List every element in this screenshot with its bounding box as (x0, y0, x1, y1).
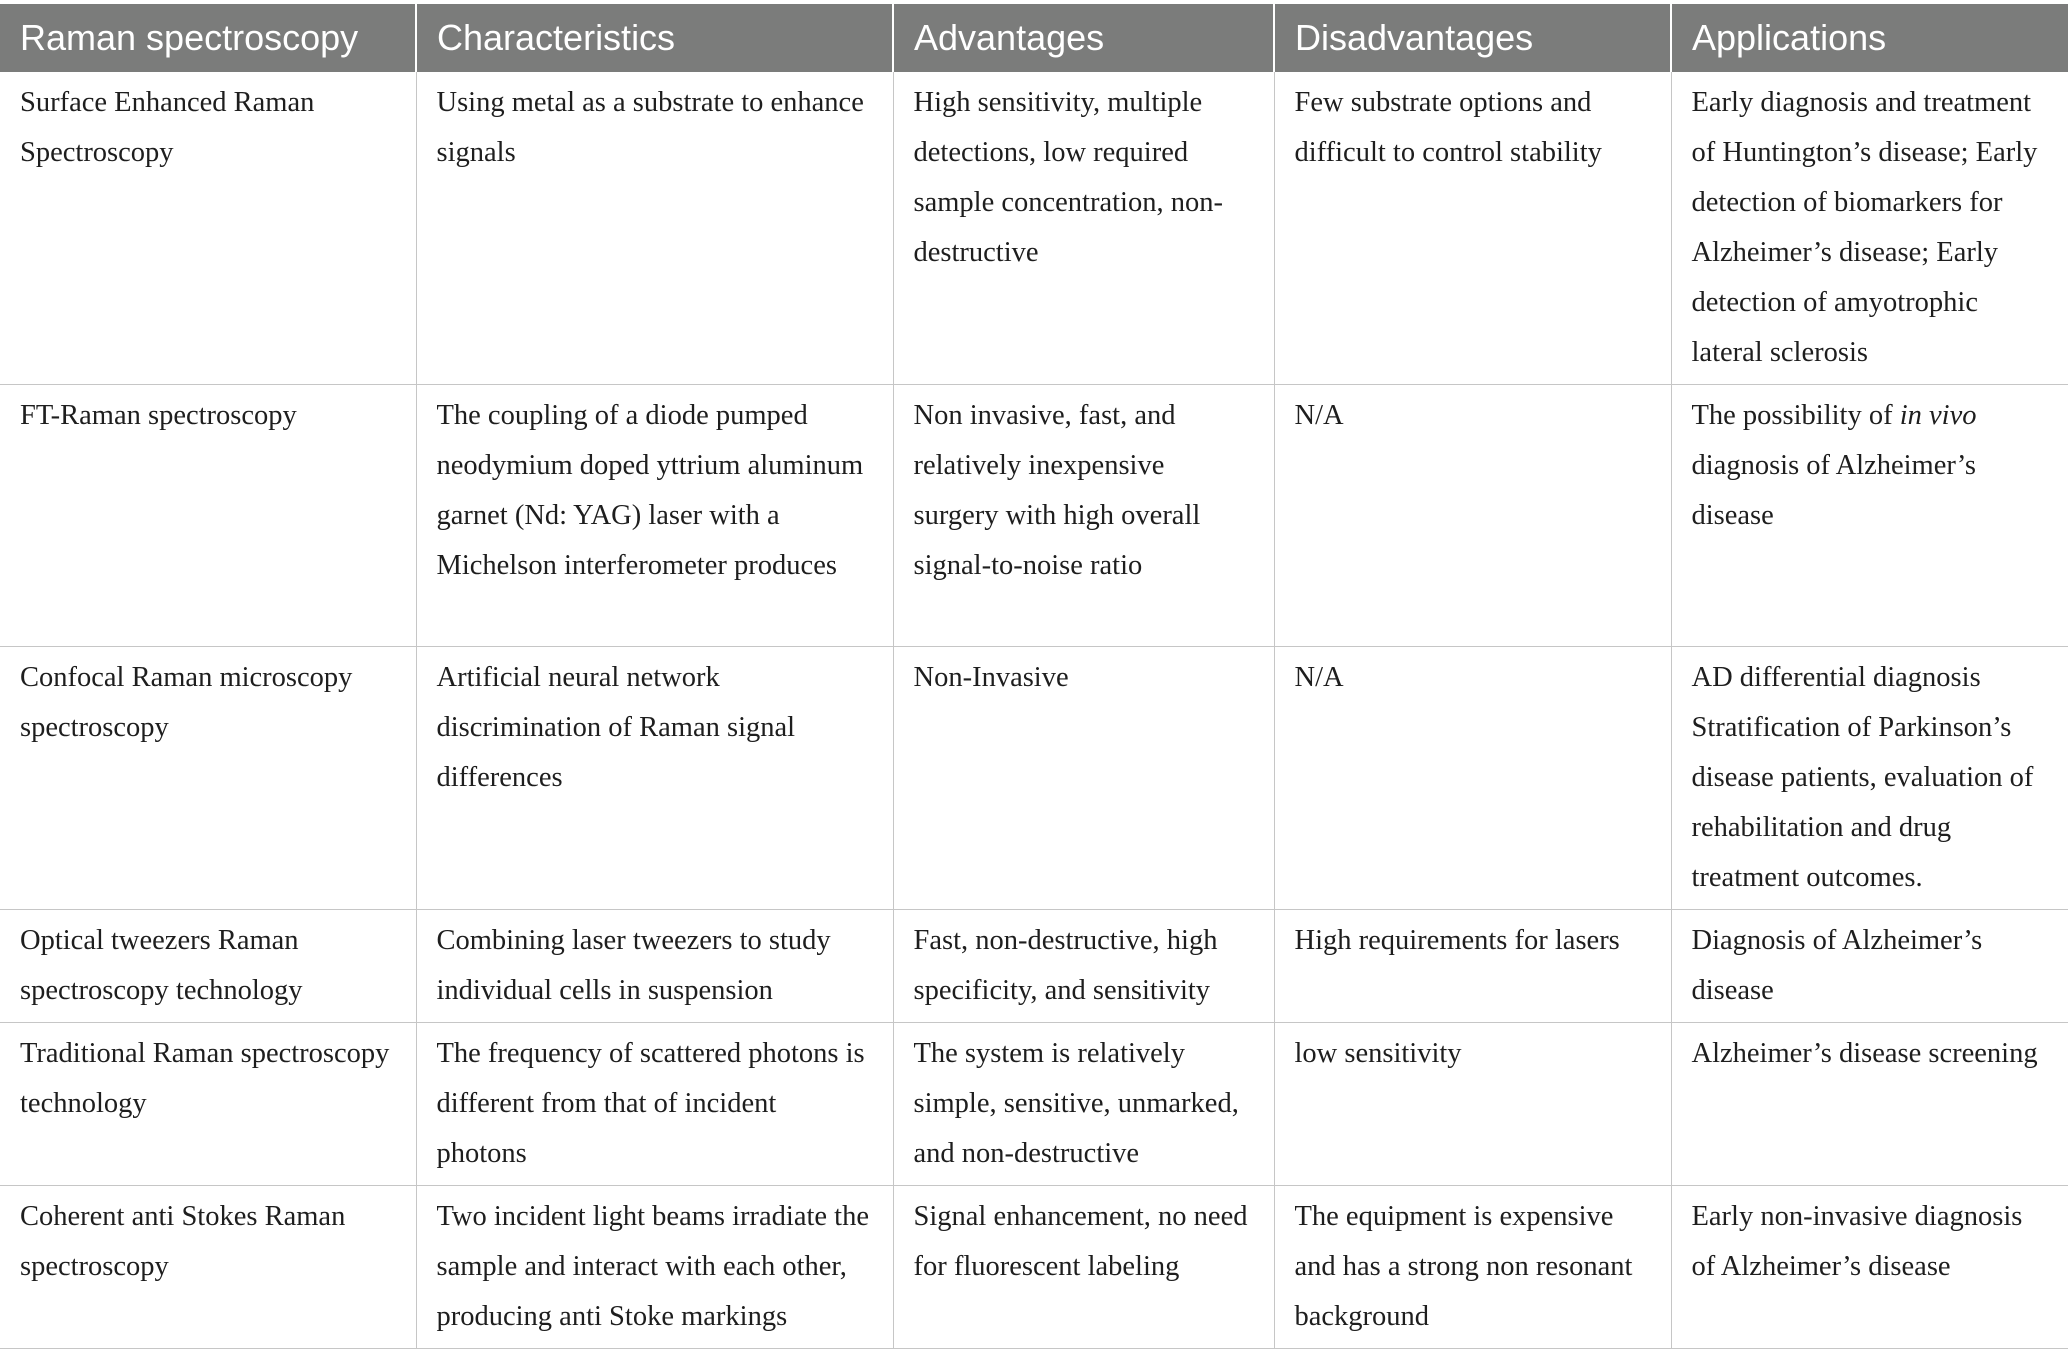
applications-cell: Early diagnosis and treatment of Huntington’s disease; Early detection of biomarkers for Alzheimer’s disease; Early detection of amyotrophic lateral sclerosis (1671, 72, 2068, 385)
advantages-cell: High sensitivity, multiple detections, low required sample concentration, non-destructive (893, 72, 1274, 385)
advantages-cell: The system is relatively simple, sensitive, unmarked, and non-destructive (893, 1023, 1274, 1186)
table-body (0, 72, 2068, 1349)
advantages-cell: Non-Invasive (893, 647, 1274, 910)
table-row (0, 72, 2068, 385)
table-row (0, 1186, 2068, 1349)
characteristics-cell: Artificial neural network discrimination of Raman signal differences (416, 647, 893, 910)
advantages-cell: Non invasive, fast, and relatively inexpensive surgery with high overall signal-to-noise ratio (893, 385, 1274, 647)
characteristics-cell: Two incident light beams irradiate the sample and interact with each other, producing anti Stoke markings (416, 1186, 893, 1349)
header-row (0, 4, 2068, 72)
technique-cell: Confocal Raman microscopy spectroscopy (0, 647, 416, 910)
advantages-cell: Signal enhancement, no need for fluorescent labeling (893, 1186, 1274, 1349)
applications-cell: AD differential diagnosis Stratification of Parkinson’s disease patients, evaluation of rehabilitation and drug treatment outcomes. (1671, 647, 2068, 910)
applications-text-pre: The possibility of (1691, 400, 1900, 431)
table-header (0, 4, 2068, 72)
applications-cell (1671, 385, 2068, 647)
applications-text-post: diagnosis of Alzheimer’s disease (1691, 450, 1976, 531)
applications-cell: Diagnosis of Alzheimer’s disease (1671, 910, 2068, 1023)
disadvantages-cell: low sensitivity (1274, 1023, 1671, 1186)
technique-cell: Surface Enhanced Raman Spectroscopy (0, 72, 416, 385)
applications-cell: Alzheimer’s disease screening (1671, 1023, 2068, 1186)
header-advantages: Advantages (893, 4, 1274, 72)
characteristics-cell: Combining laser tweezers to study individual cells in suspension (416, 910, 893, 1023)
disadvantages-cell: N/A (1274, 647, 1671, 910)
disadvantages-cell: Few substrate options and difficult to control stability (1274, 72, 1671, 385)
characteristics-cell: The coupling of a diode pumped neodymium doped yttrium aluminum garnet (Nd: YAG) laser with a Michelson interferometer produces (416, 385, 893, 647)
disadvantages-cell: N/A (1274, 385, 1671, 647)
header-raman-spectroscopy: Raman spectroscopy (0, 4, 416, 72)
disadvantages-cell: The equipment is expensive and has a strong non resonant background (1274, 1186, 1671, 1349)
disadvantages-cell: High requirements for lasers (1274, 910, 1671, 1023)
table-row (0, 647, 2068, 910)
technique-cell: Traditional Raman spectroscopy technology (0, 1023, 416, 1186)
advantages-cell: Fast, non-destructive, high specificity, and sensitivity (893, 910, 1274, 1023)
table-row (0, 910, 2068, 1023)
applications-cell: Early non-invasive diagnosis of Alzheimer’s disease (1671, 1186, 2068, 1349)
header-characteristics: Characteristics (416, 4, 893, 72)
characteristics-cell: Using metal as a substrate to enhance signals (416, 72, 893, 385)
table-row (0, 385, 2068, 647)
technique-cell: Optical tweezers Raman spectroscopy technology (0, 910, 416, 1023)
technique-cell: FT-Raman spectroscopy (0, 385, 416, 647)
header-applications: Applications (1671, 4, 2068, 72)
characteristics-cell: The frequency of scattered photons is different from that of incident photons (416, 1023, 893, 1186)
raman-comparison-table (0, 4, 2068, 1349)
table-row (0, 1023, 2068, 1186)
header-disadvantages: Disadvantages (1274, 4, 1671, 72)
technique-cell: Coherent anti Stokes Raman spectroscopy (0, 1186, 416, 1349)
applications-text-italic: in vivo (1899, 400, 1977, 431)
